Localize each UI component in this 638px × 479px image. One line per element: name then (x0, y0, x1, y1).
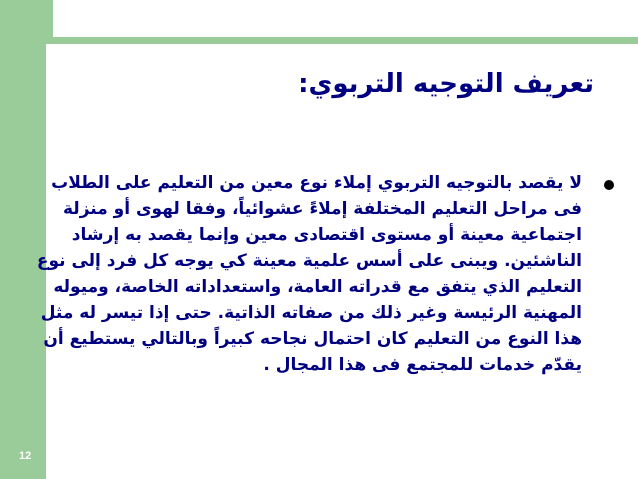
title-divider (46, 37, 638, 44)
slide-body (36, 170, 582, 378)
body-line: لا يقصد بالتوجيه التربوي إملاء نوع معين من التعليم على الطلاب (51, 173, 582, 193)
top-decorative-band (46, 0, 53, 37)
body-line: اجتماعية معينة أو مستوى اقتصادى معين وإنما يقصد به إرشاد (71, 225, 582, 245)
left-decorative-band (0, 0, 46, 479)
body-line: هذا النوع من التعليم كان احتمال نجاحه كبيراً وبالتالي يستطيع أن (43, 329, 582, 349)
bullet-icon (604, 180, 614, 190)
body-line: فى مراحل التعليم المختلفة إملاءً عشوائياً، وفقا لهوى أو منزلة (63, 199, 582, 219)
slide-title: تعريف التوجيه التربوي: (298, 69, 594, 99)
body-line: التعليم الذي يتفق مع قدراته العامة، واستعداداته الخاصة، وميوله (53, 277, 582, 297)
body-line: الناشئين. ويبنى على أسس علمية معينة كي يوجه كل فرد إلى نوع (36, 251, 582, 271)
body-line: المهنية الرئيسة وغير ذلك من صفاته الذاتية. حتى إذا تيسر له مثل (40, 303, 582, 323)
body-line: يقدّم خدمات للمجتمع فى هذا المجال . (263, 355, 582, 375)
page-number: 12 (19, 450, 32, 462)
